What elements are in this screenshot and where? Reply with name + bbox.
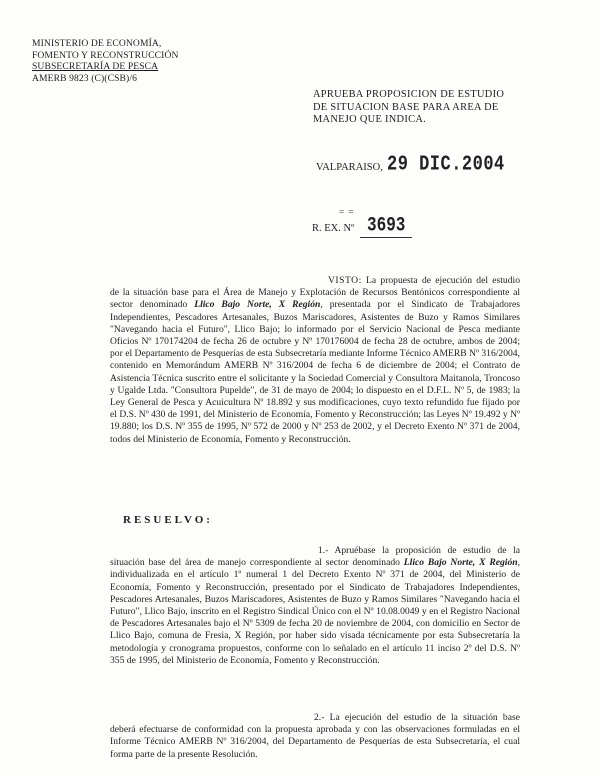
ministry-header xyxy=(32,38,179,84)
header-line: SUBSECRETARÍA DE PESCA xyxy=(32,61,159,73)
visto-text: La propuesta de ejecución del estudio de la situación base para el Área de Manejo y Explotación de Recursos Bentónicos correspondiente al sector denominado xyxy=(110,275,520,311)
resolution-stamp: 3693 xyxy=(367,214,406,237)
resuelvo-heading: RESUELVO: xyxy=(123,514,213,526)
resolution-number xyxy=(312,213,452,239)
date-line xyxy=(316,153,556,183)
resolution-label: R. EX. Nº xyxy=(312,223,355,234)
header-reference: AMERB 9823 (C)(CSB)/6 xyxy=(32,72,137,84)
date-stamp: 29 DIC.2004 xyxy=(387,153,505,177)
header-line: MINISTERIO DE ECONOMÍA, xyxy=(32,38,162,49)
sector-name: Llico Bajo Norte, X Región xyxy=(194,299,321,311)
item-2-text: La ejecución del estudio de la situación base deberá efectuarse de conformidad con la propuesta aprobada y con las observaciones formuladas en el Informe Técnico AMERB Nº 316/2004, del Departamento de Pesquerías de esta Subsecretaría, el cual forma parte de la presente Resolución. xyxy=(110,712,520,760)
subject-block xyxy=(313,89,543,127)
item-2-paragraph xyxy=(110,712,520,761)
visto-text: , presentada por el Sindicato de Trabajadores Independientes, Pescadores Artesanales, Buzos Mariscadores, Asistentes de Buzo y Ramos Similares "Navegando hacia el Futuro", Llico Bajo; lo informado por el Servicio Nacional de Pesca mediante Oficios Nº 170174204 de fecha 26 de octubre y Nº 170176004 de fecha 28 de octubre, ambos de 2004; por el Departamento de Pesquerías de esta Subsecretaría mediante Informe Técnico AMERB Nº 316/2004, contenido en Memorándum AMERB Nº 316/2004 de fecha 6 de diciembre de 2004; el Contrato de Asistencia Técnica suscrito entre el solicitante y la Sociedad Comercial y Consultora Maitanola, Troncoso y Ugalde Ltda. "Consultora Pupelde", de 31 de mayo de 2004; lo dispuesto en el D.F.L. Nº 5, de 1983; la Ley General de Pesca y Acuicultura Nº 18.892 y sus modificaciones, cuyo texto refundido fue fijado por el D.S. Nº 430 de 1991, del Ministerio de Economía, Fomento y Reconstrucción; las Leyes Nº 19.492 y Nº 19.880; los D.S. Nº 355 de 1995, Nº 572 de 2000 y Nº 253 de 2002, y el Decreto Exento Nº 371 de 2004, todos del Ministerio de Economía, Fomento y Reconstrucción. xyxy=(110,299,521,445)
city-label: VALPARAISO, xyxy=(316,162,383,173)
item-1-label: 1.- Apruébase xyxy=(318,545,376,556)
item-1-text: la proposición de estudio de la situación base del área de manejo correspondiente al sector denominado xyxy=(110,545,520,569)
visto-label: VISTO: xyxy=(328,275,362,286)
subject-line: MANEJO QUE INDICA. xyxy=(313,114,427,126)
subject-line: DE SITUACION BASE PARA AREA DE xyxy=(313,101,499,113)
subject-line: APRUEBA PROPOSICION DE ESTUDIO xyxy=(313,89,505,100)
visto-paragraph xyxy=(110,275,520,446)
item-1-text: , individualizada en el artículo 1º numeral 1 del Decreto Exento Nº 371 de 2004, del Ministerio de Economía, Fomento y Reconstrucción, presentado por el Sindicato de Trabajadores Independientes, Pescadores Artesanales, Buzos Mariscadores, Asistentes de Buzo y Ramos Similares "Navegando hacia el Futuro", Llico Bajo, inscrito en el Registro Sindical Único con el Nº 10.08.0049 y en el Registro Nacional de Pescadores Artesanales bajo el Nº 5309 de fecha 20 de noviembre de 2004, con domicilio en Sector de Llico Bajo, comuna de Fresia, X Región, por haber sido visada técnicamente por esta Subsecretaría la metodología y cronograma propuestos, conforme con lo señalado en el artículo 11 inciso 2º del D.S. Nº 355 de 1995, del Ministerio de Economía, Fomento y Reconstrucción. xyxy=(110,557,520,666)
stamp-mark: = = xyxy=(339,207,355,217)
sector-name: Llico Bajo Norte, X Región xyxy=(403,557,518,569)
item-2-label: 2.- xyxy=(314,712,325,723)
item-1-paragraph xyxy=(110,545,520,667)
number-underline xyxy=(360,237,412,238)
header-line: FOMENTO Y RECONSTRUCCIÓN xyxy=(32,49,179,61)
